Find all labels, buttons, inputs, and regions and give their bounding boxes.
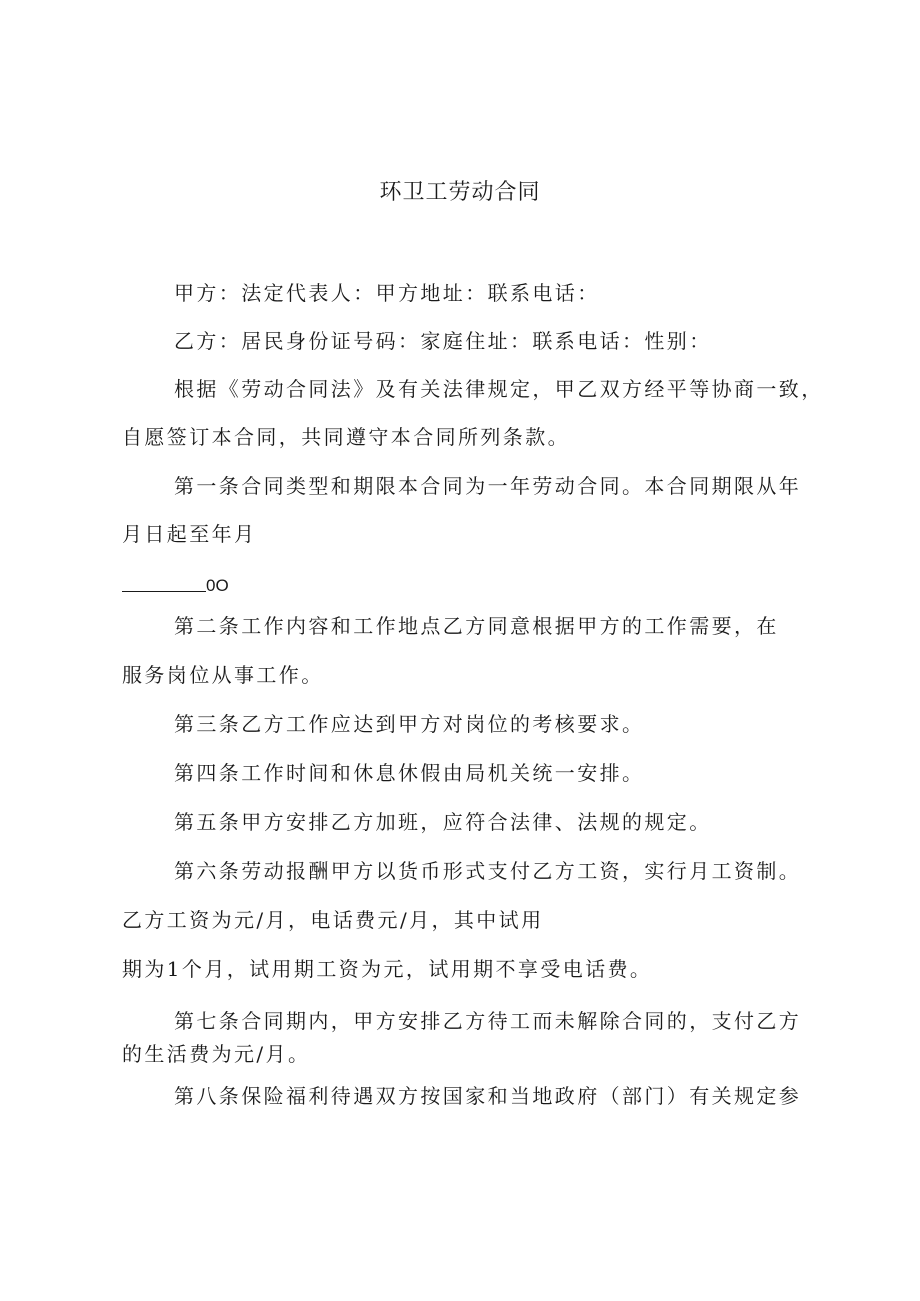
underline-blank (122, 575, 206, 592)
party-a-line: 甲方：法定代表人：甲方地址：联系电话： (174, 281, 600, 305)
article-3-line: 第三条乙方工作应达到甲方对岗位的考核要求。 (174, 712, 645, 736)
article-6-line-3: 期为1个月，试用期工资为元，试用期不享受电话费。 (122, 957, 653, 981)
article-7-line-1: 第七条合同期内，甲方安排乙方待工而未解除合同的，支付乙方 (174, 1009, 802, 1033)
blank-suffix-text: 0O (206, 576, 229, 595)
article-2-line-2: 服务岗位从事工作。 (122, 663, 324, 687)
article-4-line: 第四条工作时间和休息休假由局机关统一安排。 (174, 761, 645, 785)
date-fill-blank (122, 575, 229, 597)
article-1-line-2: 月日起至年月 (122, 522, 257, 546)
article-1-line-1: 第一条合同类型和期限本合同为一年劳动合同。本合同期限从年 (174, 474, 802, 498)
preamble-line-2: 自愿签订本合同，共同遵守本合同所列条款。 (122, 425, 570, 449)
article-7-line-2: 的生活费为元/月。 (122, 1042, 311, 1066)
article-6-line-1: 第六条劳动报酬甲方以货币形式支付乙方工资，实行月工资制。 (174, 859, 802, 883)
article-8-line-1: 第八条保险福利待遇双方按国家和当地政府（部门）有关规定参 (174, 1084, 802, 1108)
party-b-line: 乙方：居民身份证号码：家庭住址：联系电话：性别： (174, 329, 712, 353)
preamble-line-1: 根据《劳动合同法》及有关法律规定，甲乙双方经平等协商一致， (174, 377, 824, 401)
article-6-line-2: 乙方工资为元/月，电话费元/月，其中试用 (122, 908, 544, 932)
article-5-line: 第五条甲方安排乙方加班，应符合法律、法规的规定。 (174, 810, 712, 834)
article-2-line-1: 第二条工作内容和工作地点乙方同意根据甲方的工作需要，在 (174, 614, 779, 638)
document-title: 环卫工劳动合同 (379, 180, 541, 205)
